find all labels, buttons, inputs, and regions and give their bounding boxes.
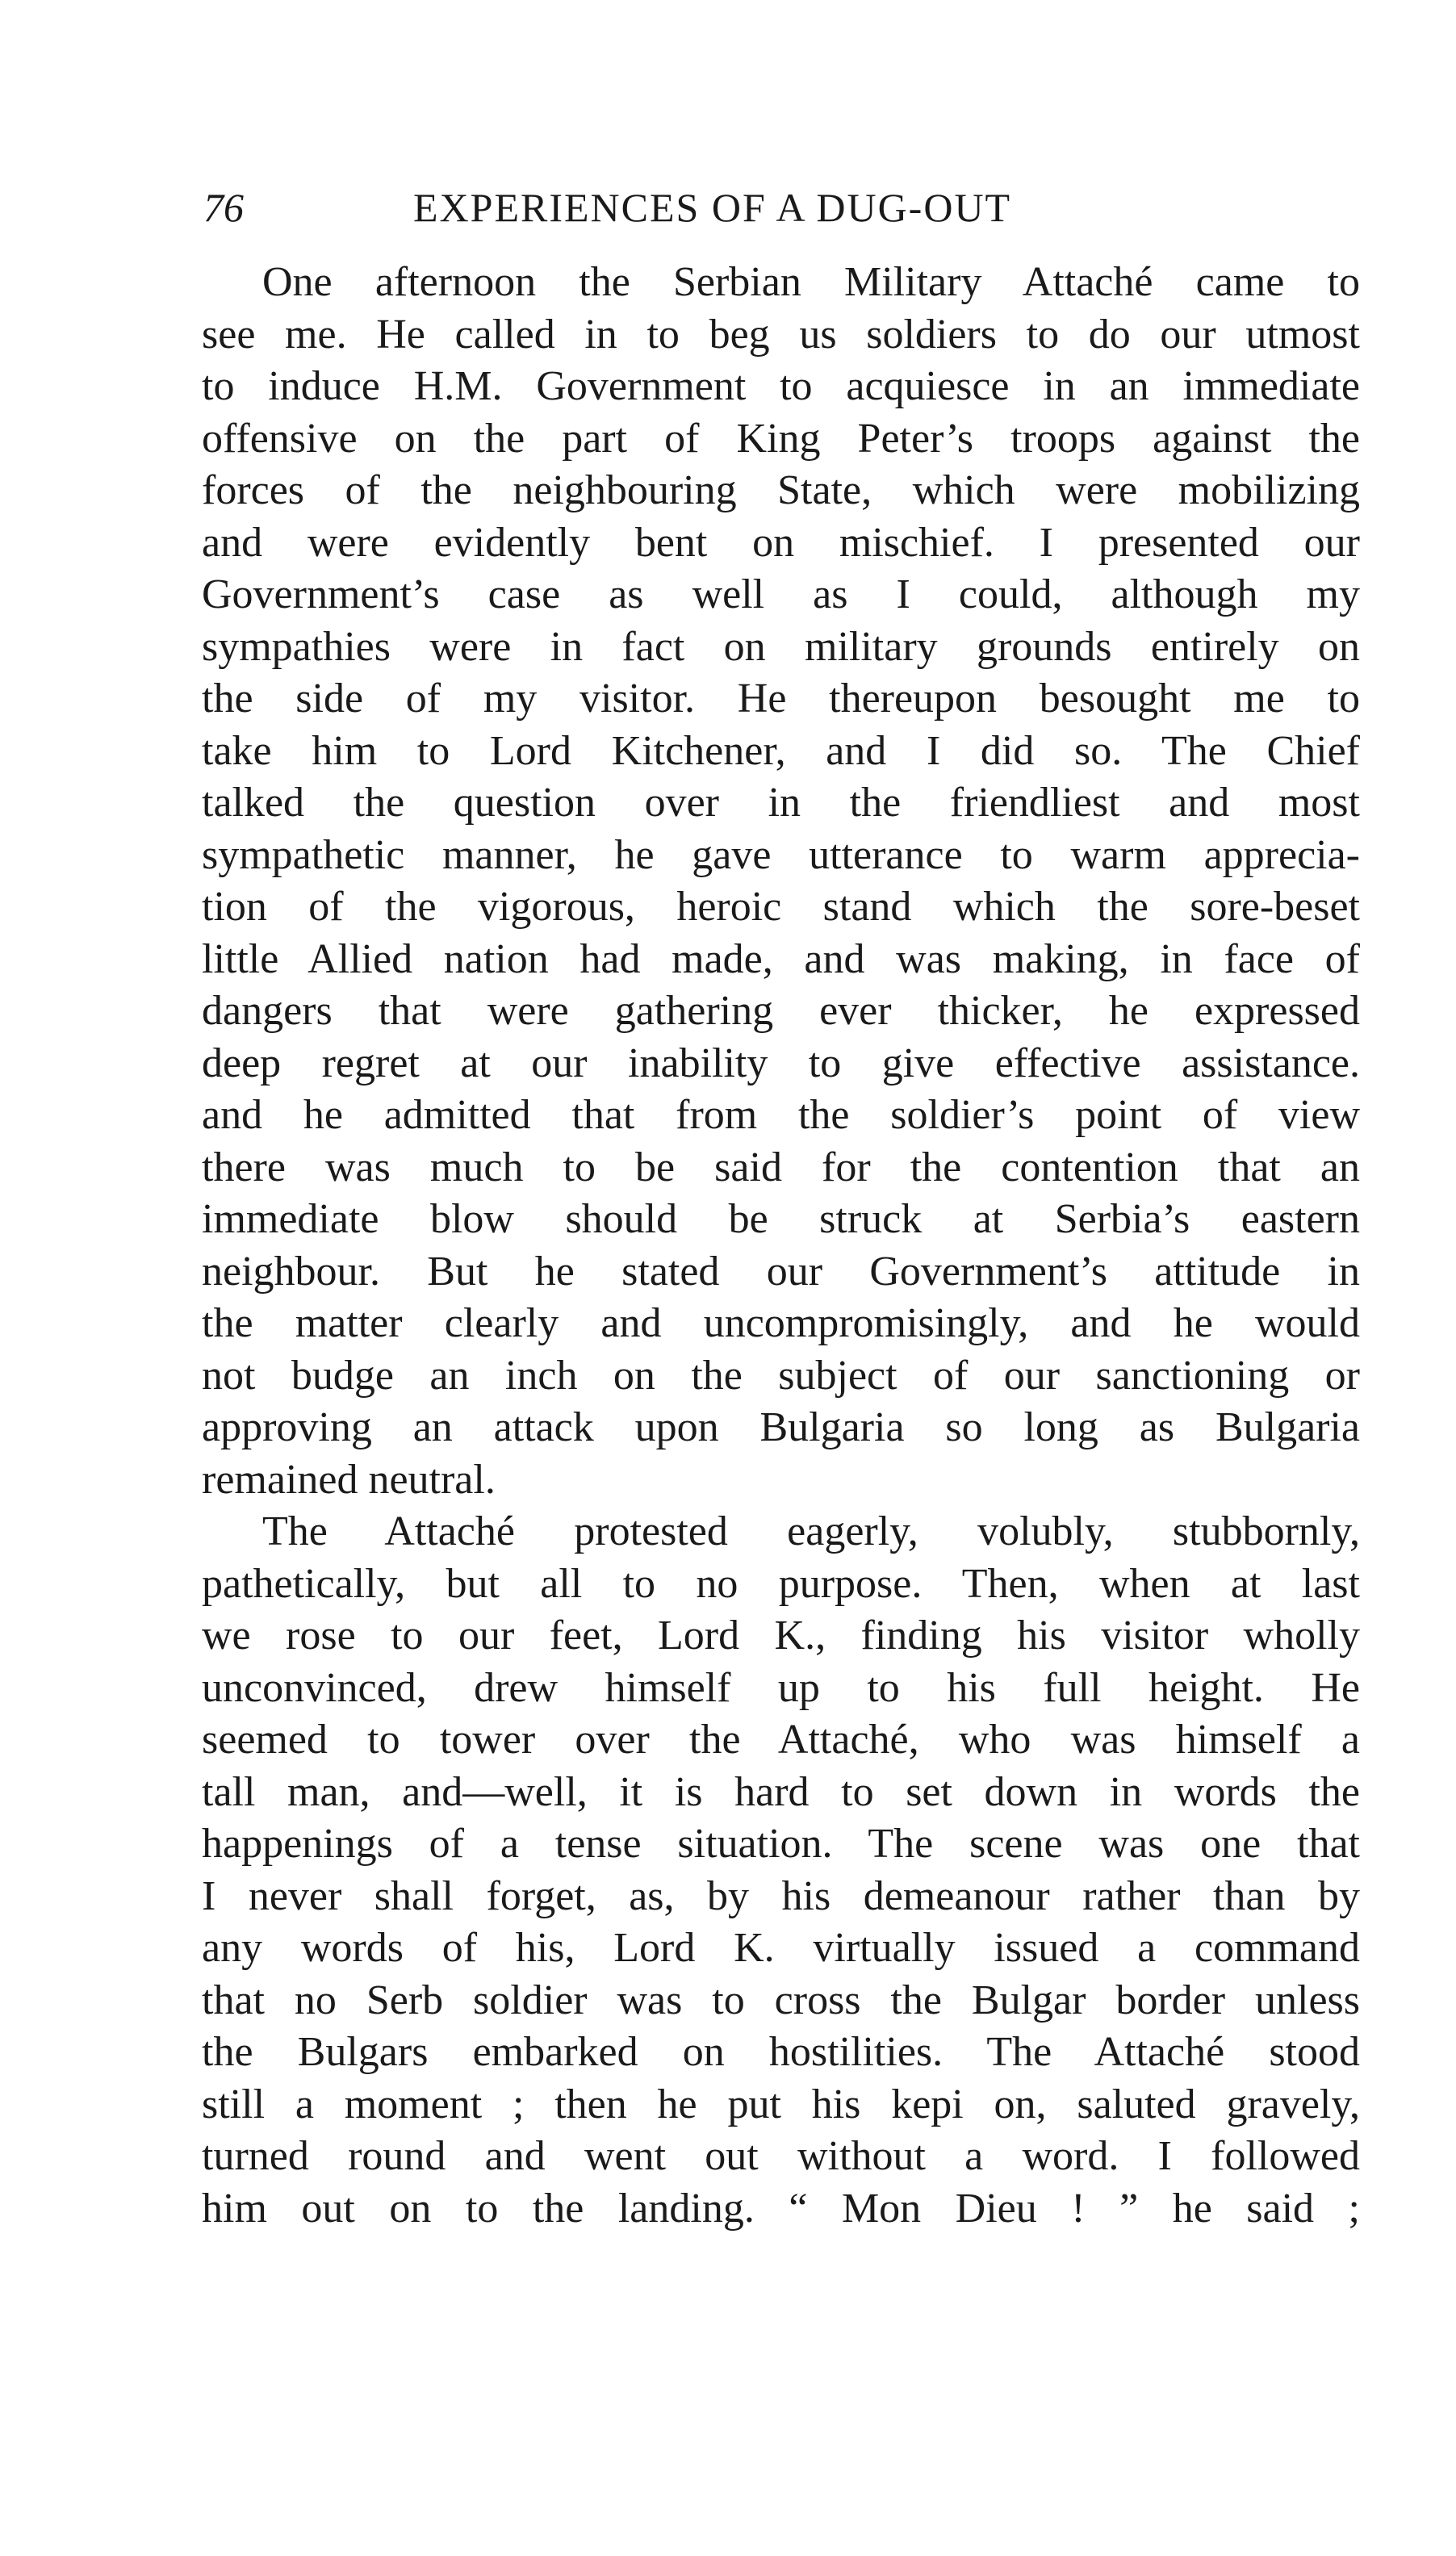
- text-line: that no Serb soldier was to cross the Bulgar border unless: [202, 1977, 1360, 2023]
- text-line: still a moment ; then he put his kepi on, saluted gravely,: [202, 2081, 1360, 2127]
- body-text: [202, 257, 1360, 2235]
- text-line: pathetically, but all to no purpose. Then, when at last: [202, 1560, 1360, 1607]
- text-line: dangers that were gathering ever thicker, he expressed: [202, 988, 1360, 1034]
- text-line: the matter clearly and uncompromisingly, and he would: [202, 1300, 1360, 1346]
- text-line: offensive on the part of King Peter’s troops against the: [202, 415, 1360, 462]
- text-line: happenings of a tense situation. The scene was one that: [202, 1821, 1360, 1867]
- text-line: see me. He called in to beg us soldiers to do our utmost: [202, 311, 1360, 358]
- text-line: immediate blow should be struck at Serbia’s eastern: [202, 1196, 1360, 1242]
- text-line: deep regret at our inability to give effective assistance.: [202, 1040, 1360, 1086]
- text-line: forces of the neighbouring State, which were mobilizing: [202, 467, 1360, 513]
- text-line: the side of my visitor. He thereupon besought me to: [202, 676, 1360, 722]
- text-line: take him to Lord Kitchener, and I did so. The Chief: [202, 727, 1360, 774]
- text-line: him out on to the landing. “ Mon Dieu ! ” he said ;: [202, 2185, 1360, 2232]
- text-line: and were evidently bent on mischief. I presented our: [202, 519, 1360, 566]
- text-line: tion of the vigorous, heroic stand which the sore-beset: [202, 884, 1360, 930]
- text-line: not budge an inch on the subject of our sanctioning or: [202, 1352, 1360, 1399]
- running-title: EXPERIENCES OF A DUG-OUT: [413, 185, 1012, 230]
- text-line: to induce H.M. Government to acquiesce in an immediate: [202, 363, 1360, 409]
- text-line: One afternoon the Serbian Military Attaché came to: [262, 259, 1360, 305]
- text-line: I never shall forget, as, by his demeanour rather than by: [202, 1872, 1360, 1919]
- text-line: remained neutral.: [202, 1456, 496, 1503]
- text-line: talked the question over in the friendliest and most: [202, 780, 1360, 826]
- page-number: 76: [203, 185, 244, 230]
- text-line: the Bulgars embarked on hostilities. The Attaché stood: [202, 2029, 1360, 2075]
- text-line: unconvinced, drew himself up to his full height. He: [202, 1664, 1360, 1711]
- text-line: we rose to our feet, Lord K., finding his visitor wholly: [202, 1613, 1360, 1659]
- text-line: The Attaché protested eagerly, volubly, stubbornly,: [262, 1508, 1360, 1554]
- text-line: sympathies were in fact on military grounds entirely on: [202, 623, 1360, 670]
- text-line: turned round and went out without a word. I followed: [202, 2133, 1360, 2179]
- text-line: there was much to be said for the contention that an: [202, 1144, 1360, 1190]
- text-line: approving an attack upon Bulgaria so long as Bulgaria: [202, 1404, 1360, 1450]
- text-line: sympathetic manner, he gave utterance to warm apprecia-: [202, 831, 1360, 878]
- text-line: Government’s case as well as I could, although my: [202, 571, 1360, 617]
- text-line: little Allied nation had made, and was making, in face of: [202, 935, 1360, 982]
- text-line: any words of his, Lord K. virtually issued a command: [202, 1925, 1360, 1971]
- running-head: [203, 179, 1358, 236]
- text-line: tall man, and—well, it is hard to set down in words the: [202, 1768, 1360, 1815]
- text-line: and he admitted that from the soldier’s point of view: [202, 1092, 1360, 1138]
- text-line: neighbour. But he stated our Government’s attitude in: [202, 1248, 1360, 1295]
- text-line: seemed to tower over the Attaché, who was himself a: [202, 1717, 1360, 1763]
